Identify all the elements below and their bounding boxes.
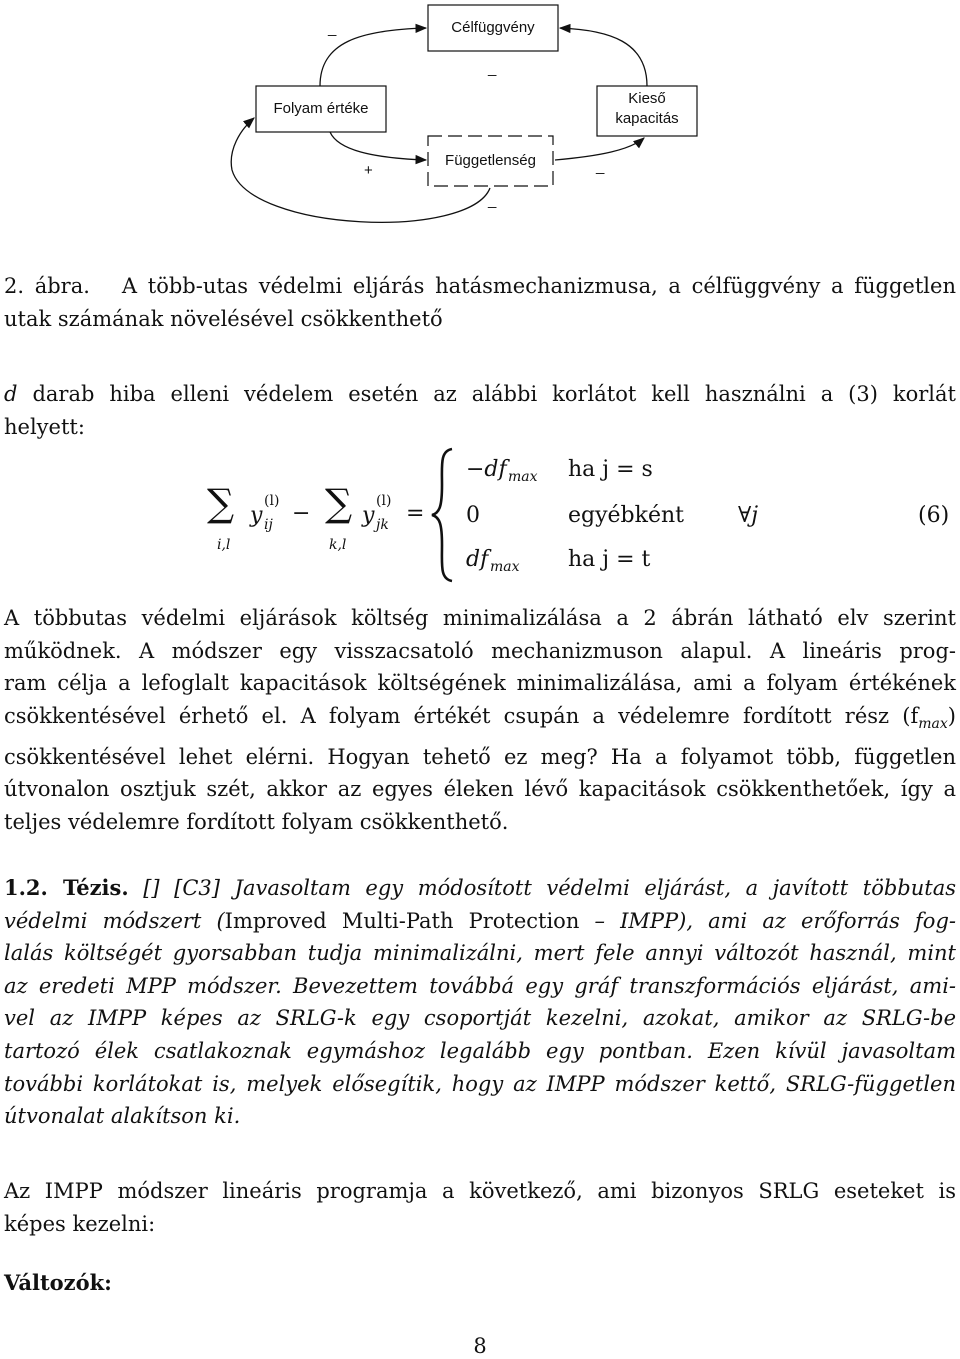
fmax-close: ) [947,703,956,728]
case2-condition: egyébként [568,503,684,528]
thesis-line-2a: védelmi módszert ( [4,908,225,933]
thesis-line-1 [4,872,956,905]
case3-value: df [466,547,489,572]
p1-line-4-text: csökkentésével érhető el. A folyam értékét csupán a védelemre fordított rész (f [4,703,919,728]
caption-line-1 [4,270,956,303]
sign-middle: _ [488,60,497,77]
arrow-fuggetlenseg-to-kieso [555,138,644,160]
caption-label: 2. ábra. [4,274,90,298]
intro-d: d [4,382,18,406]
p1-line-5: csökkentésével lehet elérni. Hogyan tehető ez meg? Ha a folyamot több, független [4,744,956,769]
closing-paragraph [4,1175,956,1240]
p1-line-2: működnek. A módszer egy visszacsatoló mechanizmuson alapul. A lineáris prog- [4,638,956,663]
page-number: 8 [473,1334,487,1358]
variables-heading [4,1267,956,1300]
y1-sup: (l) [264,493,280,509]
y2: y [362,503,375,528]
case1-condition: ha j = s [568,457,653,482]
closing-line-2: képes kezelni: [4,1211,156,1236]
feedback-diagram [0,0,960,230]
intro-paragraph [4,378,956,443]
p1-line-3: ram célja a lefoglalt kapacitások költségének minimalizálása, ami a folyam értékének [4,671,956,696]
fuggetlenseg-label: Függetlenség [445,152,536,169]
sign-plus: + [364,162,373,179]
intro-line-1 [4,378,956,411]
thesis-label: 1.2. Tézis. [4,875,129,900]
folyam-erteke-label: Folyam értéke [273,100,369,117]
arrow-kieso-to-celfuggveny [560,28,647,86]
sum-symbol-2: ∑ [325,481,353,525]
thesis-line-3: lalás költségét gyorsabban tudja minimalizálni, mert fele annyi változót használ, mint [4,941,956,966]
kieso-label-line1: Kieső [628,90,666,107]
figure-caption [4,270,956,335]
equation-number: (6) [918,503,950,528]
sign-right: _ [596,158,605,175]
caption-line-2: utak számának növelésével csökkenthető [4,306,443,331]
sign-top: _ [328,20,337,37]
thesis-line-8: útvonalat alakítson ki. [4,1104,241,1129]
equation-6 [0,445,960,585]
case3-sub: max [490,559,520,575]
case2-value: 0 [466,503,480,528]
eq-minus: − [292,501,311,526]
case1-value: −df [466,457,507,482]
p1-line-1: A többutas védelmi eljárások költség minimalizálása a 2 ábrán látható elv szerint [4,606,956,630]
left-brace [428,445,458,585]
variables-heading-text: Változók: [4,1270,112,1295]
thesis-line-6: tartozó élek csatlakoznak egymáshoz legalább egy pontban. Ezen kívül javasoltam [4,1038,956,1063]
thesis-line-2b: Improved Multi-Path Protection [224,908,580,933]
case1-sub: max [508,469,538,485]
thesis-line-4: az eredeti MPP módszer. Bevezettem továbbá egy gráf transzformációs eljárást, ami- [4,973,956,998]
y2-sup: (l) [376,493,392,509]
sign-bottom: _ [488,192,497,209]
sum2-subscript: k,l [329,537,347,553]
thesis-line-2c: – IMPP), ami az erőforrás fog- [594,908,956,933]
caption-text-1: A több-utas védelmi eljárás hatásmechanizmusa, a célfüggvény a független [121,274,956,298]
thesis-1-2 [4,872,956,1133]
sum-symbol-1: ∑ [207,481,235,525]
thesis-line-2 [4,905,956,938]
arrow-folyam-to-fuggetlenseg [330,132,426,160]
closing-line-1: Az IMPP módszer lineáris programja a következő, ami bizonyos SRLG eseteket is [4,1179,956,1203]
fmax-subscript: max [918,715,948,732]
p1-line-6: útvonalon osztjuk szét, akkor az egyes éleken lévő kapacitások csökkenthetőek, így a [4,777,956,802]
intro-line-2: helyett: [4,414,85,439]
kieso-label-line2: kapacitás [615,110,679,127]
celfuggveny-label: Célfüggvény [451,19,535,36]
thesis-line-1-rest: [] [C3] Javasoltam egy módosított védelmi eljárást, a javított többutas [143,876,956,900]
case3-condition: ha j = t [568,547,651,572]
p1-line-7: teljes védelemre fordított folyam csökkenthető. [4,809,509,834]
forall-j: ∀j [738,503,759,528]
sum1-subscript: i,l [217,537,231,553]
y1-sub: ij [264,517,273,533]
thesis-line-7: további korlátokat is, melyek elősegítik, hogy az IMPP módszer kettő, SRLG-független [4,1071,956,1096]
intro-rest: darab hiba elleni védelem esetén az alábbi korlátot kell használni a (3) korlát [32,382,956,406]
y1: y [250,503,263,528]
y2-sub: jk [376,517,389,533]
paragraph-cost-minimization [4,602,956,838]
thesis-line-5: vel az IMPP képes az SRLG-k egy csoportját kezelni, azokat, amikor az SRLG-be [4,1006,956,1031]
eq-equals: = [406,501,425,526]
p1-line-4 [4,700,956,741]
